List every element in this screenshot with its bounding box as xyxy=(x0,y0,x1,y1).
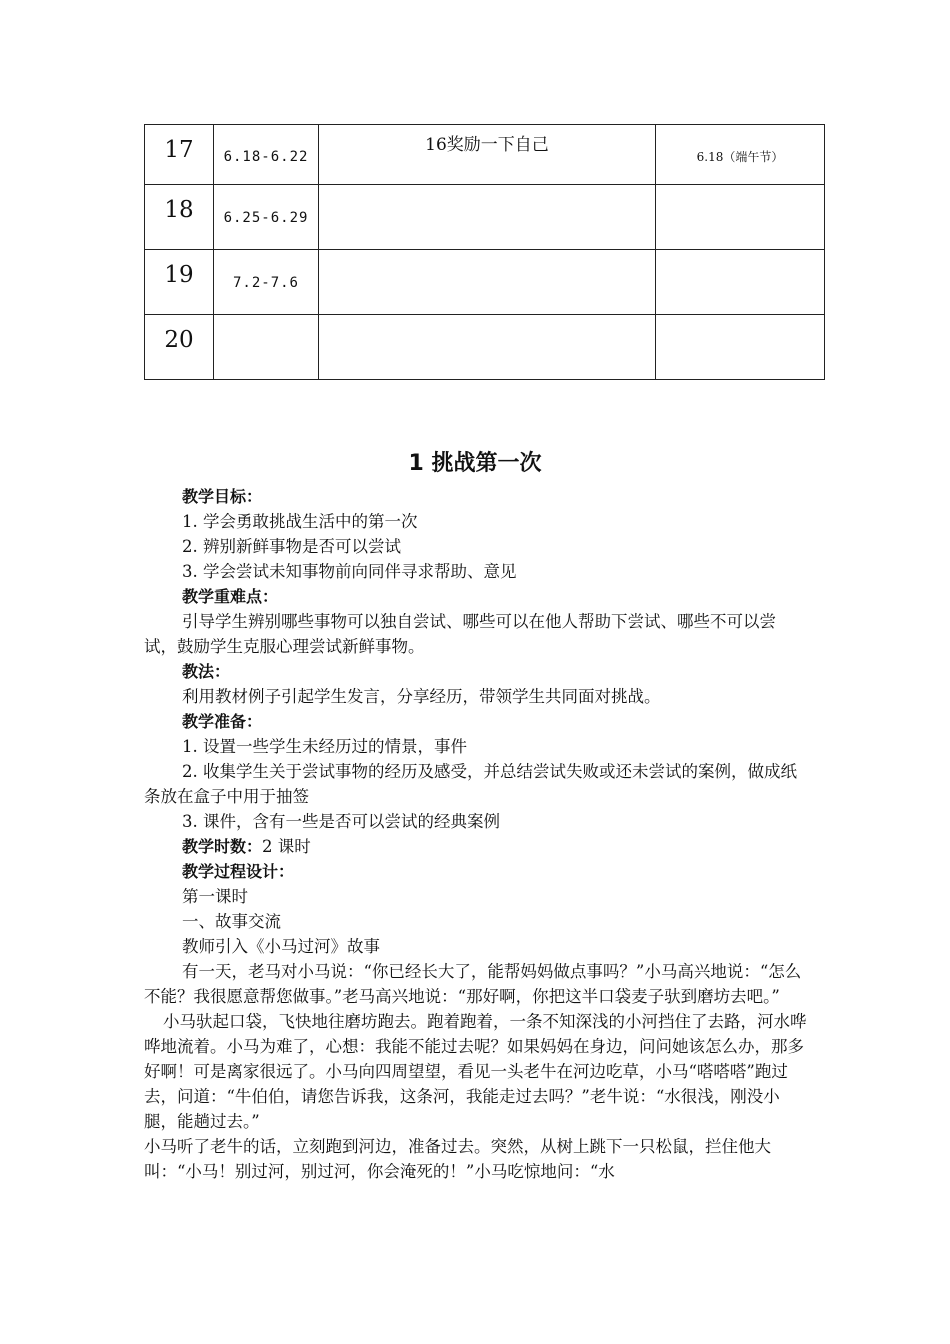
date-range: 7.2-7.6 xyxy=(232,275,299,291)
date-range: 6.25-6.29 xyxy=(223,210,309,226)
method-text: 利用教材例子引起学生发言，分享经历，带领学生共同面对挑战。 xyxy=(182,687,661,706)
story-paragraph: 有一天，老马对小马说：“你已经长大了，能帮妈妈做点事吗？”小马高兴地说：“怎么不能？我很愿意帮您做事。”老马高兴地说：“那好啊，你把这半口袋麦子驮到磨坊去吧。” xyxy=(144,962,802,1006)
process-heading: 教学过程设计： xyxy=(182,862,295,881)
hours-line xyxy=(144,834,808,859)
lesson-title: 1 挑战第一次 xyxy=(408,451,542,476)
difficulty-text: 引导学生辨别哪些事物可以独自尝试、哪些可以在他人帮助下尝试、哪些不可以尝试，鼓励学生克服心理尝试新鲜事物。 xyxy=(144,612,776,656)
week-number: 20 xyxy=(164,327,194,353)
goals-heading: 教学目标： xyxy=(182,487,263,506)
lesson-body xyxy=(144,484,808,1184)
hours-value: 2 课时 xyxy=(262,837,311,856)
difficulty-heading: 教学重难点： xyxy=(182,587,279,606)
hours-heading: 教学时数： xyxy=(182,837,263,856)
prep-item: 2. 收集学生关于尝试事物的经历及感受，并总结尝试失败或还未尝试的案例，做成纸条放在盒子中用于抽签 xyxy=(144,762,797,806)
method-heading: 教法： xyxy=(182,662,231,681)
week-number: 18 xyxy=(164,197,194,223)
prep-heading: 教学准备： xyxy=(182,712,263,731)
table-row xyxy=(145,250,825,315)
story-paragraph: 小马驮起口袋，飞快地往磨坊跑去。跑着跑着，一条不知深浅的小河挡住了去路，河水哗哗地流着。小马为难了，心想：我能不能过去呢？如果妈妈在身边，问问她该怎么办，那多好啊！可是离家很远了。小马向四周望望，看见一头老牛在河边吃草，小马“嗒嗒嗒”跑过去，问道：“牛伯伯，请您告诉我，这条河，我能走过去吗？”老牛说：“水很浅，刚没小腿，能趟过去。” xyxy=(144,1012,807,1131)
story-paragraph: 小马听了老牛的话，立刻跑到河边，准备过去。突然，从树上跳下一只松鼠，拦住他大叫：“小马！别过河，别过河，你会淹死的！”小马吃惊地问：“水 xyxy=(144,1137,771,1181)
week-number: 19 xyxy=(164,262,194,288)
week-number: 17 xyxy=(164,137,194,163)
prep-item: 1. 设置一些学生未经历过的情景，事件 xyxy=(182,737,467,756)
lesson-topic: 16奖励一下自己 xyxy=(425,135,549,155)
schedule-table xyxy=(144,124,825,380)
remark: 6.18（端午节） xyxy=(696,150,784,164)
table-row xyxy=(145,125,825,185)
story-intro: 教师引入《小马过河》故事 xyxy=(182,937,380,956)
goal-item: 2. 辨别新鲜事物是否可以尝试 xyxy=(182,537,401,556)
goal-item: 1. 学会勇敢挑战生活中的第一次 xyxy=(182,512,418,531)
section-heading: 一、故事交流 xyxy=(182,912,281,931)
table-row xyxy=(145,315,825,380)
date-range: 6.18-6.22 xyxy=(223,149,309,165)
goal-item: 3. 学会尝试未知事物前向同伴寻求帮助、意见 xyxy=(182,562,517,581)
prep-item: 3. 课件，含有一些是否可以尝试的经典案例 xyxy=(182,812,500,831)
table-row xyxy=(145,185,825,250)
first-class: 第一课时 xyxy=(182,887,248,906)
